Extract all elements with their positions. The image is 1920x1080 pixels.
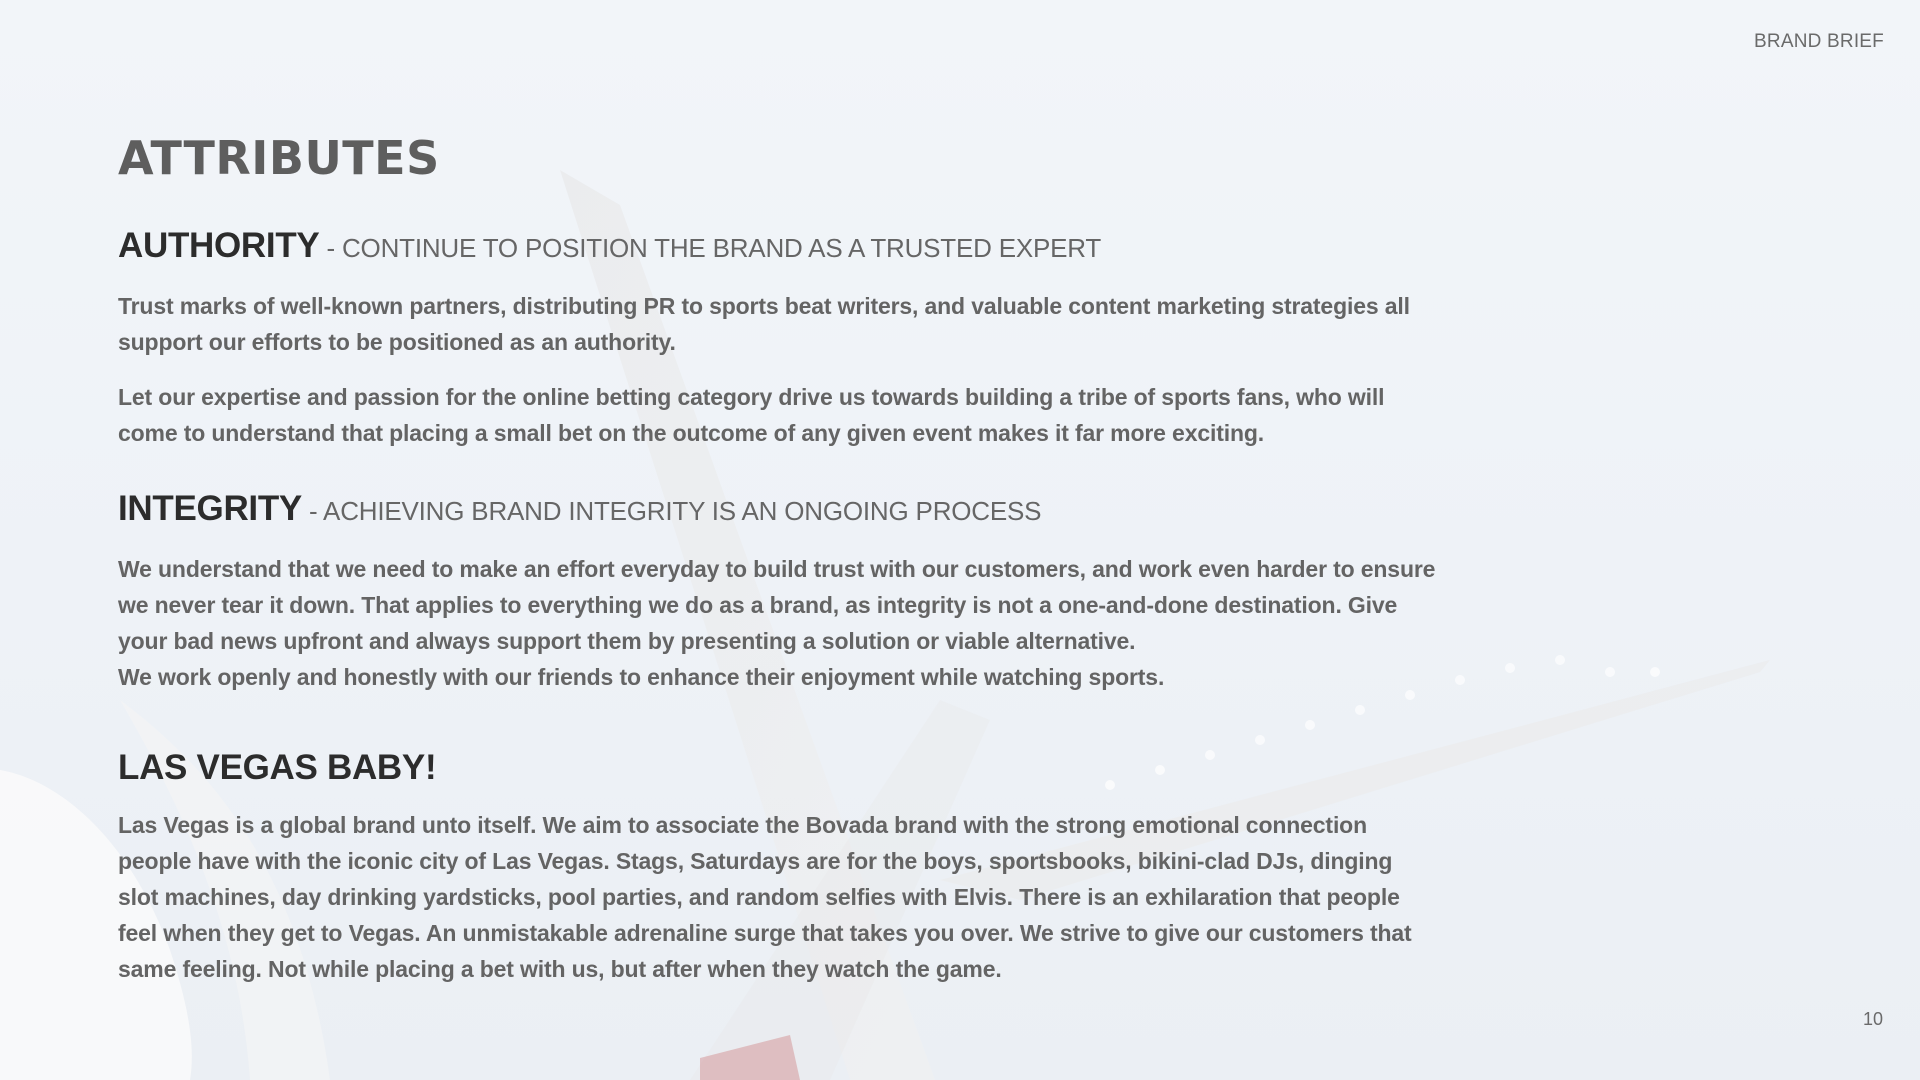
body-paragraph: We work openly and honestly with our friends to enhance their enjoyment while watching sports. bbox=[118, 664, 1165, 690]
document-header-label: BRAND BRIEF bbox=[1754, 31, 1884, 52]
section-heading bbox=[118, 489, 1438, 536]
section-heading bbox=[118, 226, 1438, 273]
section-authority bbox=[118, 226, 1438, 451]
body-paragraph: Las Vegas is a global brand unto itself. We aim to associate the Bovada brand with the strong emotional connection people have with the iconic city of Las Vegas. Stags, Saturdays are for the boys, sportsbooks, bikini-clad DJs, dinging slot machines, day drinking yardsticks, pool parties, and random selfies with Elvis. There is an exhilaration that people feel when they get to Vegas. An unmistakable adrenaline surge that takes you over. We strive to give our customers that same feeling. Not while placing a bet with us, but after when they watch the game. bbox=[118, 812, 1412, 982]
section-integrity bbox=[118, 489, 1438, 695]
section-name: INTEGRITY bbox=[118, 489, 302, 528]
section-tagline: - ACHIEVING BRAND INTEGRITY IS AN ONGOING PROCESS bbox=[301, 496, 1042, 526]
body-paragraph: We understand that we need to make an effort everyday to build trust with our customers, and work even harder to ensure we never tear it down. That applies to everything we do as a brand, as integrity is not a one-and-done destination. Give your bad news upfront and always support them by presenting a solution or viable alternative. bbox=[118, 556, 1436, 654]
body-paragraph: Trust marks of well-known partners, distributing PR to sports beat writers, and valuable content marketing strategies all support our efforts to be positioned as an authority. bbox=[118, 293, 1410, 355]
section-name: AUTHORITY bbox=[118, 226, 320, 265]
body-paragraph: Let our expertise and passion for the online betting category drive us towards building a tribe of sports fans, who will come to understand that placing a small bet on the outcome of any given event makes it far more exciting. bbox=[118, 384, 1385, 446]
section-heading bbox=[118, 748, 1438, 795]
section-tagline: - CONTINUE TO POSITION THE BRAND AS A TRUSTED EXPERT bbox=[319, 233, 1102, 263]
attributes-content bbox=[118, 128, 1438, 987]
page-number: 10 bbox=[1862, 1009, 1883, 1029]
section-las-vegas bbox=[118, 748, 1438, 987]
page-title: ATTRIBUTES bbox=[118, 131, 440, 185]
section-name: LAS VEGAS BABY! bbox=[118, 748, 437, 787]
